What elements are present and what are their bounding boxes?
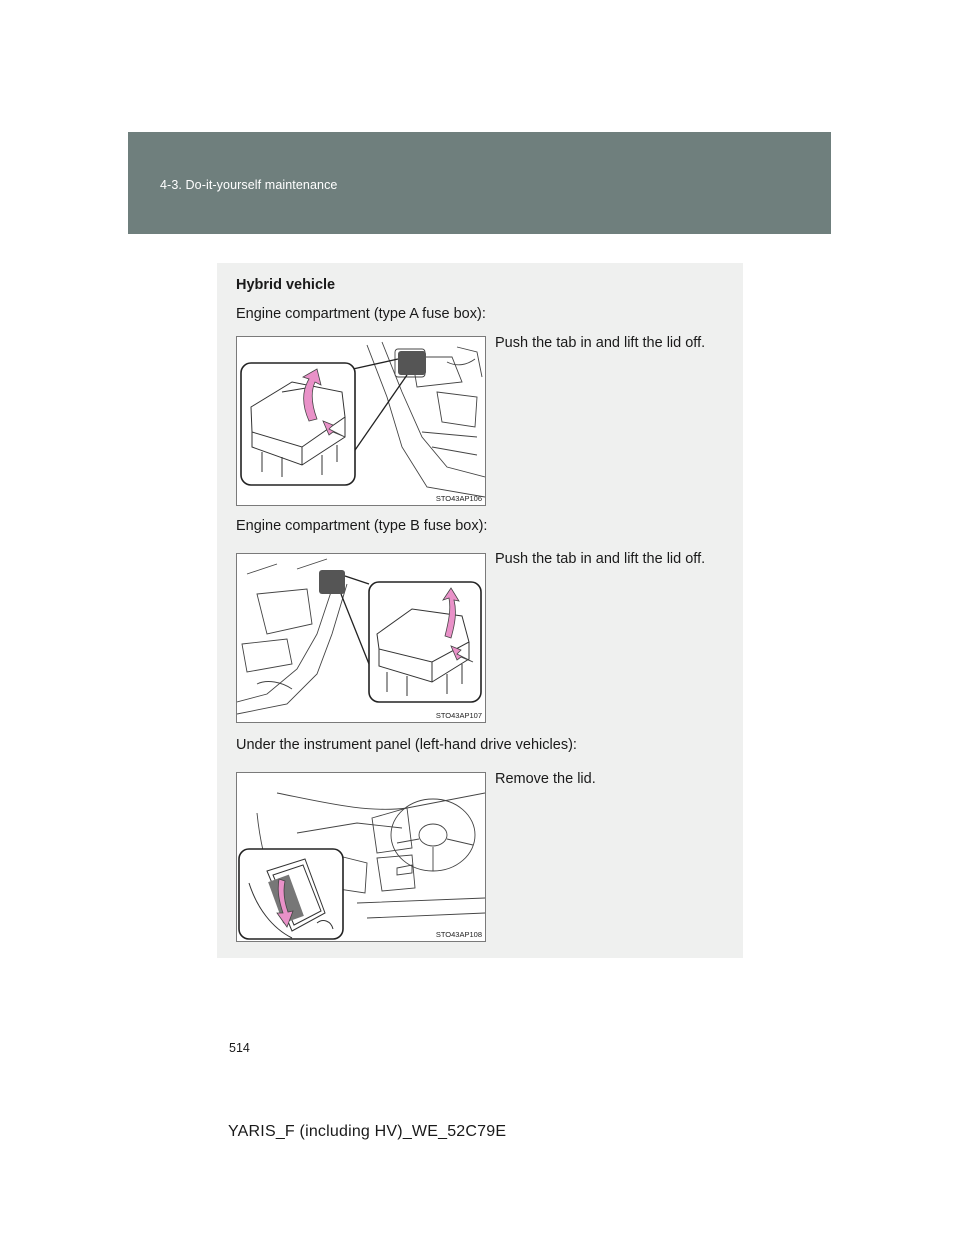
section-header xyxy=(128,132,831,234)
figure-code: STO43AP106 xyxy=(435,494,482,503)
figure-code: STO43AP107 xyxy=(435,711,482,720)
page-number: 514 xyxy=(229,1041,250,1055)
figure-type-b-fuse-box xyxy=(236,553,486,723)
figure-type-a-fuse-box xyxy=(236,336,486,506)
caption-type-a: Engine compartment (type A fuse box): xyxy=(236,306,486,322)
instruction-instrument-panel: Remove the lid. xyxy=(495,771,596,787)
caption-type-b: Engine compartment (type B fuse box): xyxy=(236,518,488,534)
fuse-box-a-illustration xyxy=(237,337,485,505)
instruction-type-a: Push the tab in and lift the lid off. xyxy=(495,335,706,351)
instrument-panel-illustration xyxy=(237,773,485,941)
figure-instrument-panel-fuse-box xyxy=(236,772,486,942)
section-title: 4-3. Do-it-yourself maintenance xyxy=(160,178,338,192)
caption-instrument-panel: Under the instrument panel (left-hand drive vehicles): xyxy=(236,737,577,753)
content-panel xyxy=(217,263,743,958)
fuse-box-b-illustration xyxy=(237,554,485,722)
instruction-type-b: Push the tab in and lift the lid off. xyxy=(495,551,706,567)
document-id: YARIS_F (including HV)_WE_52C79E xyxy=(228,1123,507,1140)
panel-heading: Hybrid vehicle xyxy=(236,277,336,293)
figure-code: STO43AP108 xyxy=(435,930,482,939)
